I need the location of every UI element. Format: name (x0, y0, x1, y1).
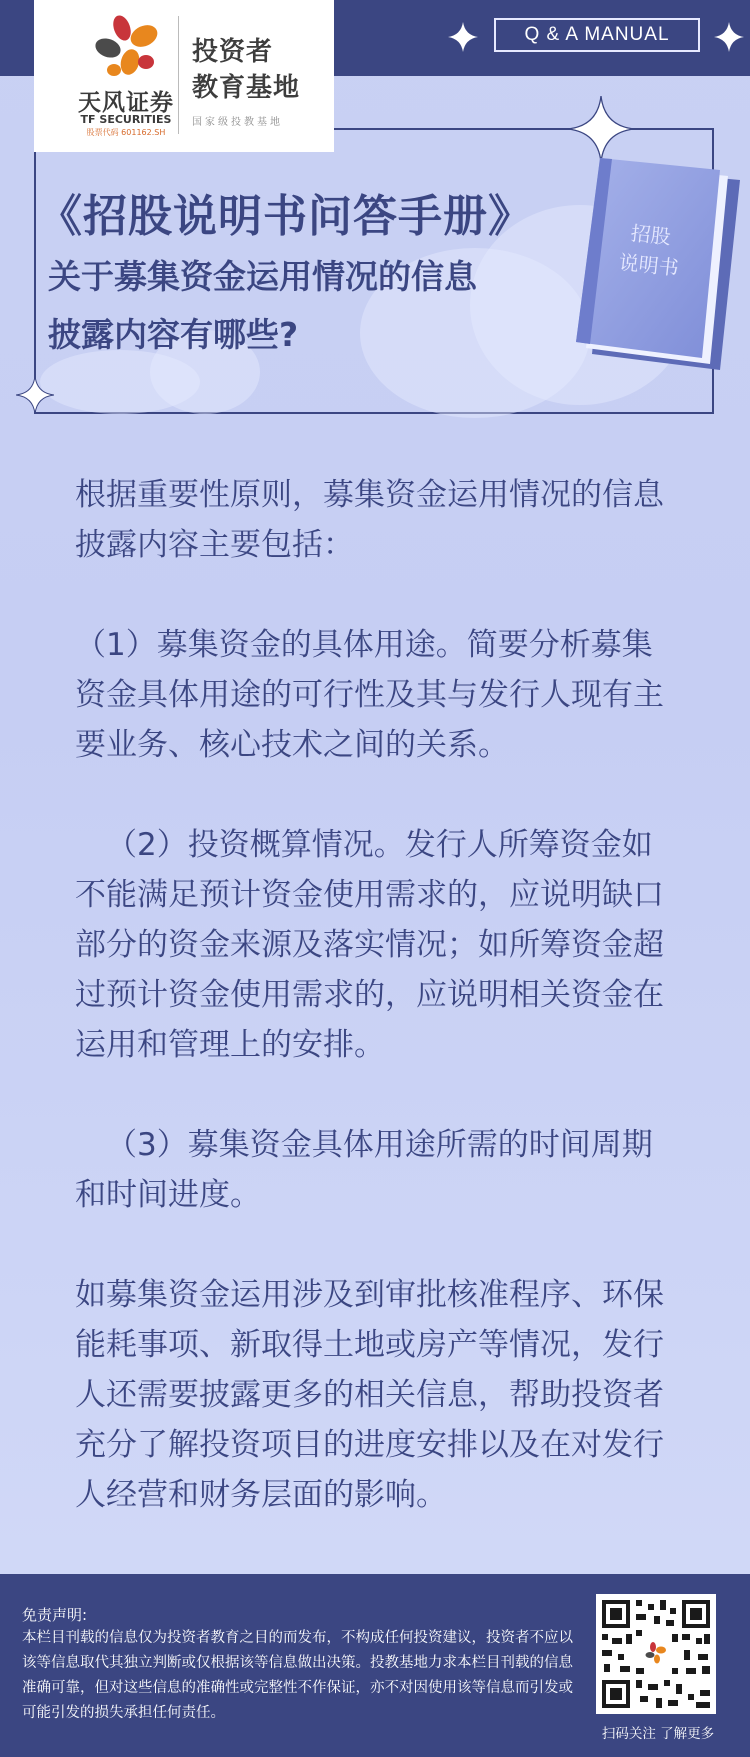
subtitle-line-1: 关于募集资金运用情况的信息 (48, 257, 477, 296)
subtitle-line-2: 披露内容有哪些? (48, 315, 299, 354)
brand-name-cn: 天风证券 (78, 90, 174, 116)
edu-title-line-1: 投资者 (192, 37, 274, 67)
edu-base-subtitle: 国家级投教基地 (192, 117, 283, 128)
article-body (75, 470, 681, 1570)
disclaimer-text: 本栏目刊载的信息仅为投资者教育之目的而发布，不构成任何投资建议，投资者不应以该等信息取代其独立判断或仅根据该等信息做出决策。投教基地力求本栏目刊载的信息准确可靠，但对这些信息的准确性或完整性不作保证，亦不对因使用该等信息而引发或可能引发的损失承担任何责任。 (22, 1630, 573, 1721)
sparkle-icon (448, 22, 478, 52)
paragraph-item-3: （3）募集资金具体用途所需的时间周期和时间进度。 (75, 1127, 653, 1213)
book-label-line1: 招股 (629, 221, 672, 250)
disclaimer-title: 免责声明: (22, 1606, 88, 1624)
paragraph-item-1: （1）募集资金的具体用途。简要分析募集资金具体用途的可行性及其与发行人现有主要业务、核心技术之间的关系。 (75, 627, 664, 763)
brand-name-en: TF SECURITIES (80, 113, 172, 126)
disclaimer-footer (0, 1574, 750, 1757)
sparkle-icon (568, 96, 634, 162)
logo-divider (178, 16, 179, 134)
sparkle-icon (16, 376, 54, 414)
qr-code-icon[interactable] (596, 1594, 716, 1714)
edu-title-line-2: 教育基地 (192, 73, 301, 103)
stock-code: 股票代码 601162.SH (86, 128, 166, 137)
page-title: 《招股说明书问答手册》 (38, 191, 533, 242)
qa-manual-badge: Q & A MANUAL (494, 18, 700, 52)
paragraph-conclusion: 如募集资金运用涉及到审批核准程序、环保能耗事项、新取得土地或房产等情况，发行人还需要披露更多的相关信息，帮助投资者充分了解投资项目的进度安排以及在对发行人经营和财务层面的影响。 (75, 1277, 664, 1513)
prospectus-book-icon (570, 158, 740, 370)
paragraph-intro: 根据重要性原则，募集资金运用情况的信息披露内容主要包括： (75, 477, 664, 563)
brand-logo-card (34, 0, 334, 152)
edu-base-title (192, 34, 300, 106)
paragraph-item-2: （2）投资概算情况。发行人所筹资金如不能满足预计资金使用需求的，应说明缺口部分的资金来源及落实情况；如所筹资金超过预计资金使用需求的，应说明相关资金在运用和管理上的安排。 (75, 827, 664, 1063)
sparkle-icon (714, 22, 744, 52)
page-subtitle (48, 248, 477, 364)
tf-securities-logo-icon (86, 14, 166, 78)
qr-caption: 扫码关注 了解更多 (601, 1726, 715, 1742)
book-label-line2: 说明书 (617, 249, 680, 281)
